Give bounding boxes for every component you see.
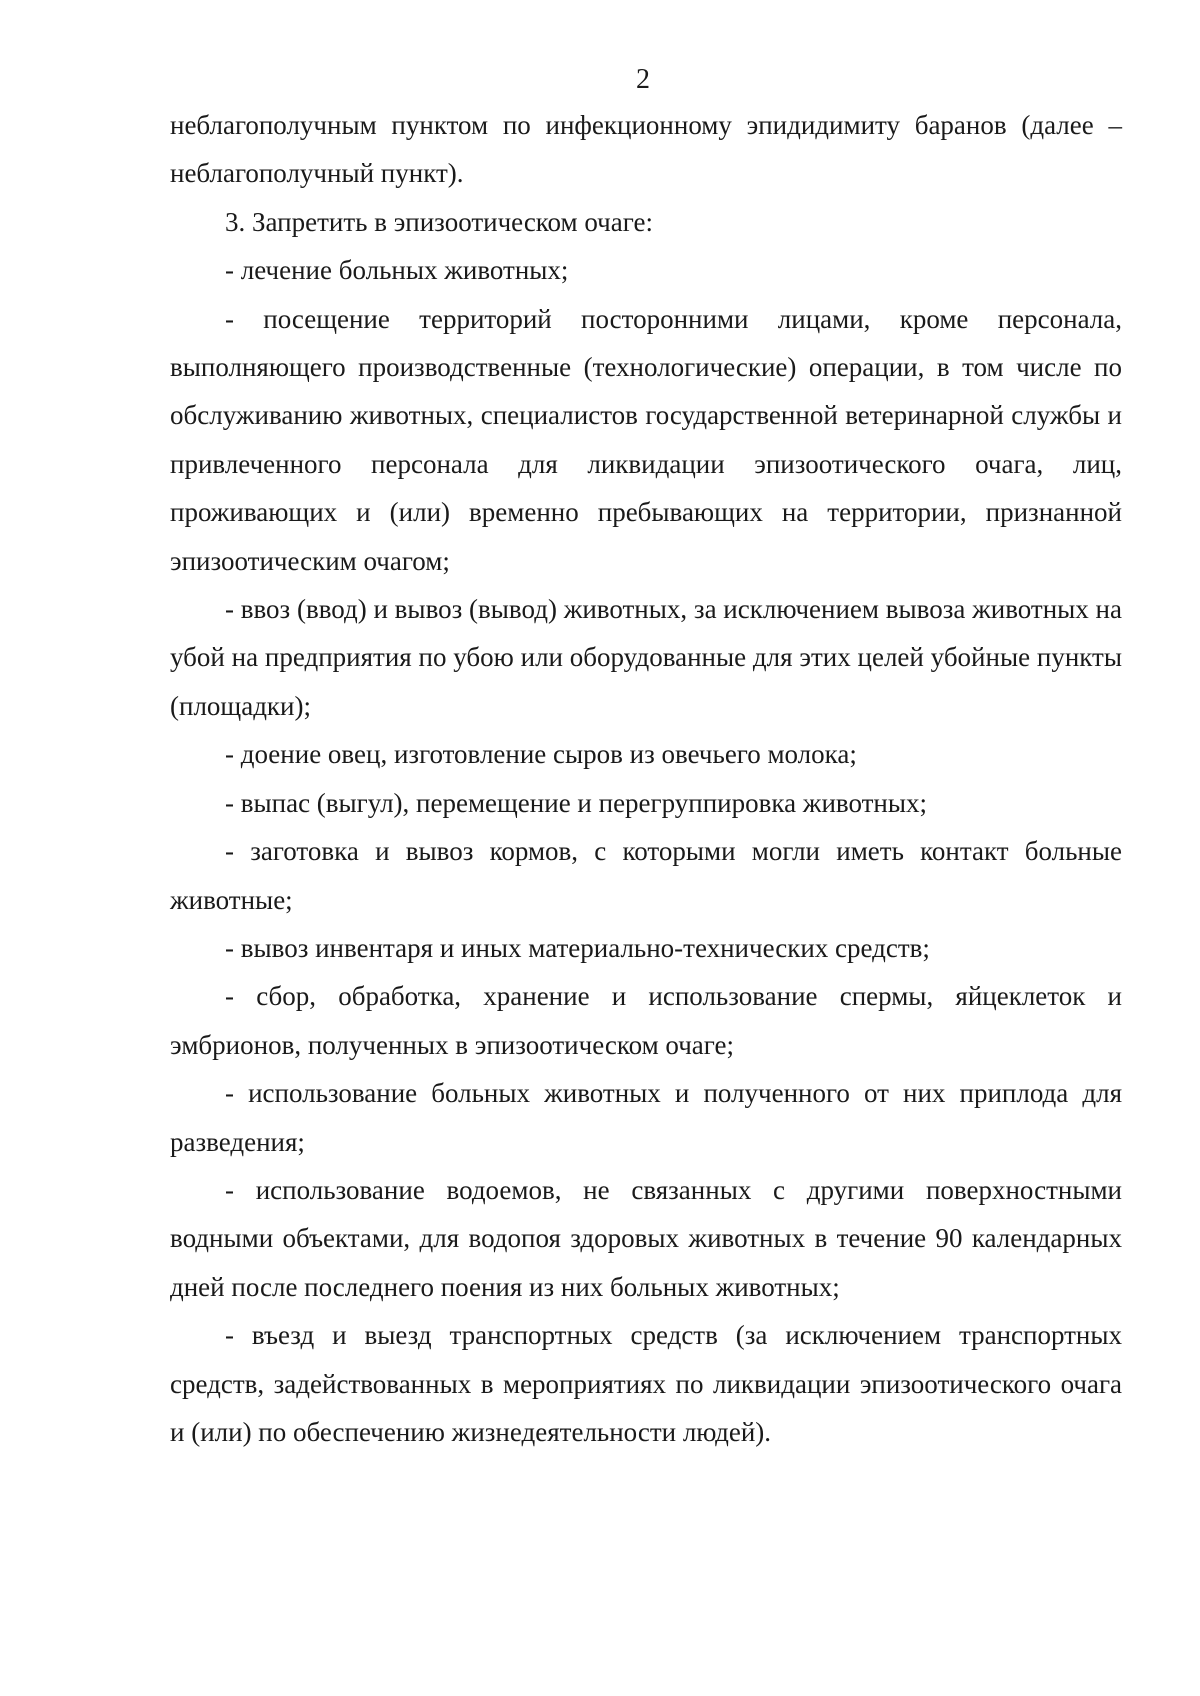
list-item-inventory-export: - вывоз инвентаря и иных материально-технических средств;	[225, 932, 930, 963]
list-item-visiting-territories: - посещение территорий посторонними лицами, кроме персонала, выполняющего производственные (технологические) операции, в том числе по обслуживанию животных, специалистов государственной ветеринарной службы и привлеченного персонала для ликвидации эпизоотического очага, лиц, проживающих и (или) временно пребывающих на территории, признанной эпизоотическим очагом;	[170, 303, 1122, 576]
paragraph-continuation: неблагополучным пунктом по инфекционному эпидидимиту баранов (далее – неблагополучный пункт).	[170, 110, 1122, 189]
list-item-vehicles: - въезд и выезд транспортных средств (за исключением транспортных средств, задействованных в мероприятиях по ликвидации эпизоотического очага и (или) по обеспечению жизнедеятельности людей).	[170, 1320, 1122, 1447]
list-item-treatment: - лечение больных животных;	[225, 255, 569, 286]
list-item-grazing: - выпас (выгул), перемещение и перегруппировка животных;	[225, 787, 927, 818]
list-item-feed-harvesting: - заготовка и вывоз кормов, с которыми могли иметь контакт больные животные;	[170, 836, 1122, 915]
list-item-breeding-use: - использование больных животных и полученного от них приплода для разведения;	[170, 1078, 1122, 1157]
list-item-sperm-collection: - сбор, обработка, хранение и использование спермы, яйцеклеток и эмбрионов, полученных в эпизоотическом очаге;	[170, 981, 1122, 1060]
page-number: 2	[636, 64, 650, 95]
document-body	[170, 101, 1122, 1456]
list-item-import-export-animals: - ввоз (ввод) и вывоз (вывод) животных, за исключением вывоза животных на убой на предприятия по убою или оборудованные для этих целей убойные пункты (площадки);	[170, 594, 1122, 721]
list-item-water-bodies: - использование водоемов, не связанных с другими поверхностными водными объектами, для водопоя здоровых животных в течение 90 календарных дней после последнего поения из них больных животных;	[170, 1174, 1122, 1302]
paragraph-item-3-heading: 3. Запретить в эпизоотическом очаге:	[225, 206, 653, 237]
list-item-milking-sheep: - доение овец, изготовление сыров из овечьего молока;	[225, 739, 857, 770]
